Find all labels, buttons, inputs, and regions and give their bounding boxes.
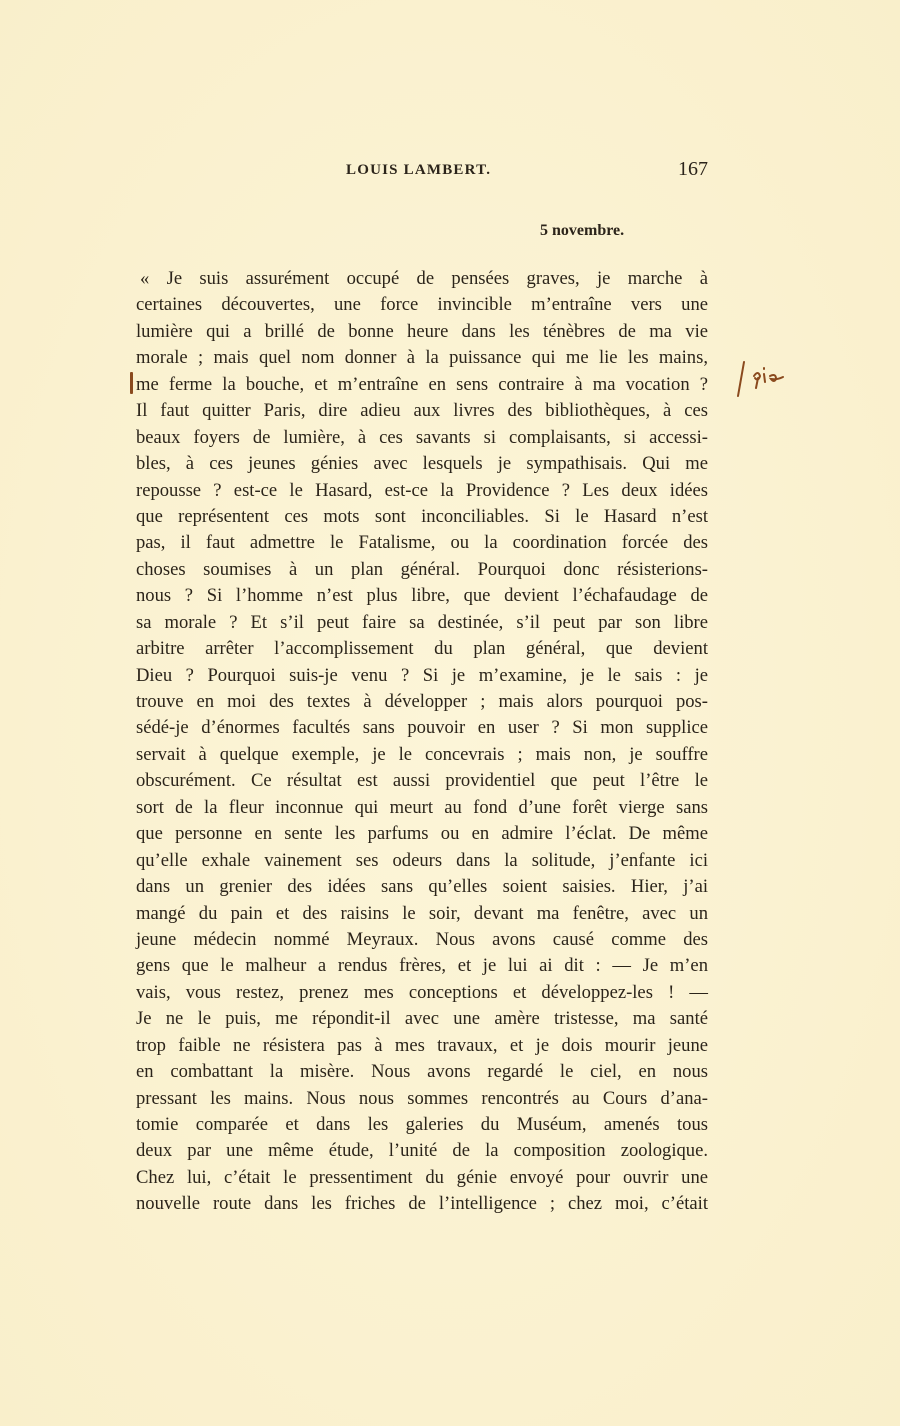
running-title: LOUIS LAMBERT. [346, 162, 492, 178]
page-number: 167 [678, 158, 708, 180]
text-line: sort de la fleur inconnue qui meurt au fond d’une forêt vierge sans [136, 796, 708, 818]
text-line: Je ne le puis, me répondit-il avec une amère tristesse, ma santé [136, 1008, 708, 1030]
text-line: certaines découvertes, une force invincible m’entraîne vers une [136, 294, 708, 316]
text-line: qu’elle exhale vainement ses odeurs dans la solitude, j’enfante ici [136, 849, 708, 871]
text-line: choses soumises à un plan général. Pourquoi donc résisterions- [136, 558, 708, 580]
margin-mark [130, 372, 133, 394]
text-line: trouve en moi des textes à développer ; mais alors pourquoi pos- [136, 691, 708, 712]
text-line: beaux foyers de lumière, à ces savants si complaisants, si accessi- [136, 426, 708, 448]
text-line: pas, il faut admettre le Fatalisme, ou la coordination forcée des [136, 532, 708, 554]
body-text [136, 266, 708, 1218]
text-line: Dieu ? Pourquoi suis-je venu ? Si je m’examine, je le sais : je [136, 664, 708, 686]
running-head [136, 160, 708, 184]
text-line: Chez lui, c’était le pressentiment du génie envoyé pour ouvrir une [136, 1166, 708, 1188]
text-line: vais, vous restez, prenez mes conceptions et développez-les ! — [136, 981, 708, 1003]
text-line: me ferme la bouche, et m’entraîne en sens contraire à ma vocation ? [136, 373, 708, 395]
text-line: nous ? Si l’homme n’est plus libre, que devient l’échafaudage de [136, 585, 708, 607]
text-line: nouvelle route dans les friches de l’intelligence ; chez moi, c’était [136, 1193, 708, 1215]
text-line: sédé-je d’énormes facultés sans pouvoir en user ? Si mon supplice [136, 717, 708, 739]
text-line: repousse ? est-ce le Hasard, est-ce la Providence ? Les deux idées [136, 479, 708, 501]
text-line: servait à quelque exemple, je le concevrais ; mais non, je souffre [136, 743, 708, 765]
text-line: lumière qui a brillé de bonne heure dans les ténèbres de ma vie [136, 320, 708, 342]
text-line: en combattant la misère. Nous avons regardé le ciel, en nous [136, 1061, 708, 1083]
text-line: jeune médecin nommé Meyraux. Nous avons causé comme des [136, 928, 708, 950]
text-line: arbitre arrêter l’accomplissement du plan général, que devient [136, 638, 708, 660]
text-line: obscurément. Ce résultat est aussi providentiel que peut l’être le [136, 770, 708, 792]
date-heading: 5 novembre. [540, 222, 625, 239]
handwritten-annotation [728, 356, 798, 400]
text-line: Il faut quitter Paris, dire adieu aux livres des bibliothèques, à ces [136, 400, 708, 422]
text-line: deux par une même étude, l’unité de la composition zoologique. [136, 1140, 708, 1162]
text-line: mangé du pain et des raisins le soir, devant ma fenêtre, avec un [136, 902, 708, 924]
text-line: que personne en sente les parfums ou en admire l’éclat. De même [136, 823, 708, 845]
text-line: que représentent ces mots sont inconciliables. Si le Hasard n’est [136, 505, 708, 527]
text-line: sa morale ? Et s’il peut faire sa destinée, s’il peut par son libre [136, 611, 708, 633]
text-line: gens que le malheur a rendus frères, et je lui ai dit : — Je m’en [136, 955, 708, 977]
text-line: bles, à ces jeunes génies avec lesquels je sympathisais. Qui me [136, 453, 708, 475]
text-line: trop faible ne résistera pas à mes travaux, et je dois mourir jeune [136, 1034, 708, 1056]
text-line: pressant les mains. Nous nous sommes rencontrés au Cours d’ana- [136, 1087, 708, 1109]
text-line: morale ; mais quel nom donner à la puissance qui me lie les mains, [136, 347, 708, 369]
text-line: « Je suis assurément occupé de pensées graves, je marche à [140, 268, 708, 289]
text-line: dans un grenier des idées sans qu’elles soient saisies. Hier, j’ai [136, 876, 708, 898]
text-line: tomie comparée et dans les galeries du Muséum, amenés tous [136, 1114, 708, 1135]
